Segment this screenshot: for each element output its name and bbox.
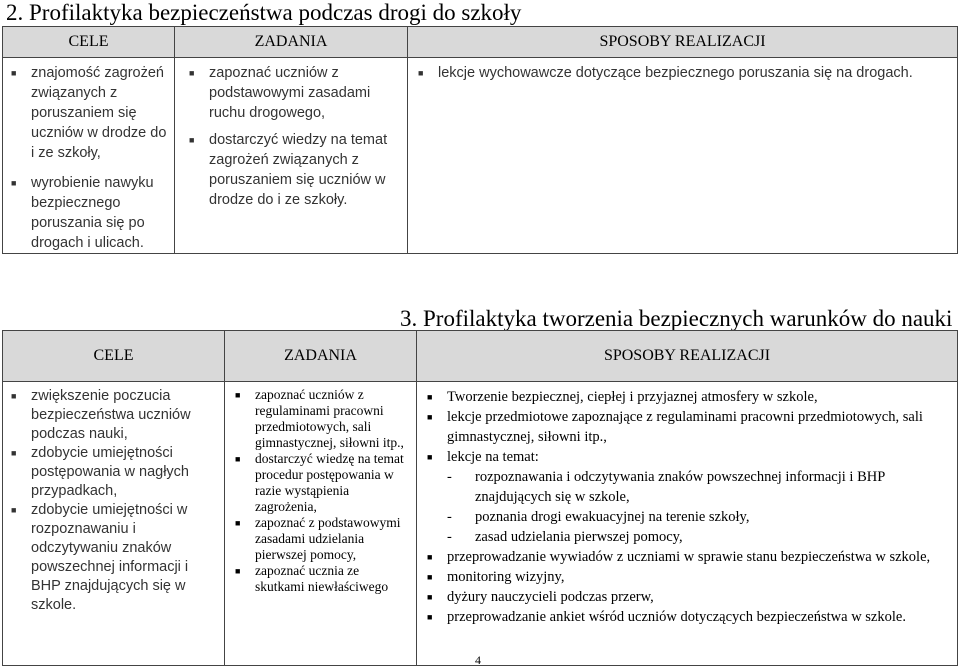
section-2-table — [2, 26, 958, 254]
list-item: ■ zapoznać ucznia ze skutkami niewłaściwego — [235, 563, 389, 594]
list-item: ■ przeprowadzanie wywiadów z uczniami w sprawie stanu bezpieczeństwa w szkole, — [427, 549, 931, 565]
list-item: ■ przeprowadzanie ankiet wśród uczniów dotyczących bezpieczeństwa w szkole. — [427, 609, 906, 625]
list-item: ■ wyrobienie nawyku bezpiecznego poruszania się po drogach i ulicach. — [11, 175, 154, 251]
zadania-cell — [225, 382, 417, 666]
page-number: 4 — [475, 653, 481, 667]
header-sposoby: SPOSOBY REALIZACJI — [408, 27, 958, 58]
list-item: ■ zapoznać z podstawowymi zasadami udzielania pierwszej pomocy, — [235, 515, 401, 562]
list-item: ■ zwiększenie poczucia bezpieczeństwa uczniów podczas nauki, — [11, 388, 191, 442]
list-item: ■ Tworzenie bezpiecznej, ciepłej i przyjaznej atmosfery w szkole, — [427, 389, 818, 405]
list-item: ■ lekcje wychowawcze dotyczące bezpiecznego poruszania się na drogach. — [418, 65, 913, 81]
zadania-cele — [175, 58, 408, 254]
list-item: ■ zdobycie umiejętności postępowania w nagłych przypadkach, — [11, 445, 189, 499]
section-3-heading: 3. Profilaktyka tworzenia bezpiecznych warunków do nauki — [400, 306, 953, 331]
list-item: ■ dyżury nauczycieli podczas przerw, — [427, 589, 654, 605]
list-item: ■ zapoznać uczniów z regulaminami pracowni przedmiotowych, sali gimnastycznej, siłowni itp., — [235, 387, 404, 450]
list-item: ■ dostarczyć wiedzę na temat procedur postępowania w razie wystąpienia zagrożenia, — [235, 451, 404, 514]
list-item: ■ znajomość zagrożeń związanych z poruszaniem się uczniów w drodze do i ze szkoły, — [11, 65, 167, 161]
cele-cell — [3, 382, 225, 666]
header-zadania: ZADANIA — [225, 331, 417, 382]
list-item: ■ zapoznać uczniów z podstawowymi zasadami ruchu drogowego, — [189, 65, 371, 121]
sub-list-item: - zasad udzielania pierwszej pomocy, — [447, 529, 683, 545]
list-item: ■ lekcje na temat: — [427, 449, 539, 465]
sub-list-item: - poznania drogi ewakuacyjnej na terenie szkoły, — [447, 509, 750, 525]
sub-list-item: - rozpoznawania i odczytywania znaków powszechnej informacji i BHP znajdujących się w szkole, — [447, 469, 885, 505]
sposoby-cell — [417, 382, 958, 666]
list-item: ■ zdobycie umiejętności w rozpoznawaniu i odczytywaniu znaków powszechnej informacji i BHP znajdujących się w szkole. — [11, 502, 189, 613]
sposoby-cell — [408, 58, 958, 254]
header-cele: CELE — [3, 331, 225, 382]
section-2-heading: 2. Profilaktyka bezpieczeństwa podczas drogi do szkoły — [6, 0, 522, 25]
cele-cell — [3, 58, 175, 254]
list-item: ■ dostarczyć wiedzy na temat zagrożeń związanych z poruszaniem się uczniów w drodze do i ze szkoły. — [189, 132, 388, 208]
list-item: ■ monitoring wizyjny, — [427, 569, 565, 585]
section-3-table — [2, 330, 958, 666]
list-item: ■ lekcje przedmiotowe zapoznające z regulaminami pracowni przedmiotowych, sali gimnastycznej, siłowni itp., — [427, 409, 923, 445]
header-sposoby: SPOSOBY REALIZACJI — [417, 331, 958, 382]
header-zadania: ZADANIA — [175, 27, 408, 58]
header-cele: CELE — [3, 27, 175, 58]
